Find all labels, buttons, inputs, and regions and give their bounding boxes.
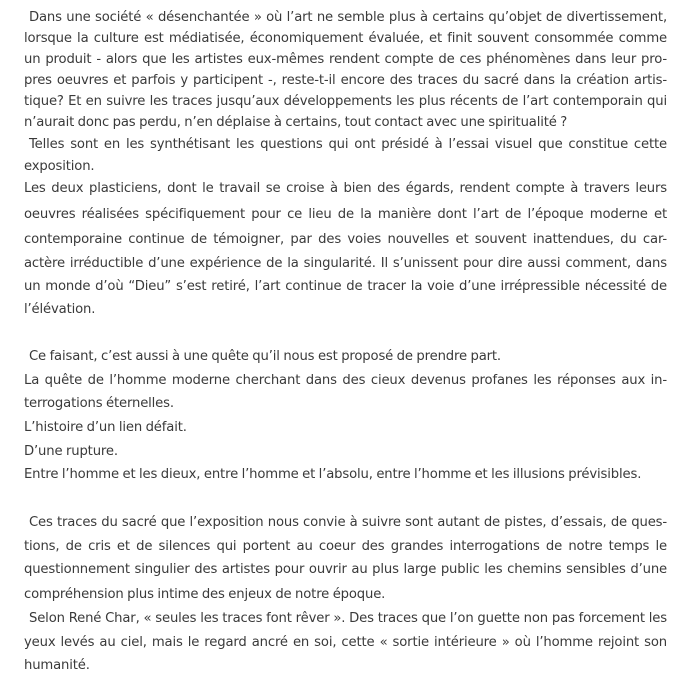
text-line: Telles sont en les synthétisant les questions qui ont présidé à l’essai visuel que constitue cette xyxy=(29,137,667,152)
text-line: Selon René Char, « seules les traces font rêver ». Des traces que l’on guette non pas forcement les xyxy=(29,611,667,626)
text-line: tions, de cris et de silences qui portent au coeur des grandes interrogations de notre temps le xyxy=(24,539,667,554)
text-line: pres oeuvres et parfois y participent -, reste-t-il encore des traces du sacré dans la création artis- xyxy=(24,73,667,88)
text-line: tique? Et en suivre les traces jusqu’aux développements les plus récents de l’art contemporain qui xyxy=(24,94,667,109)
text-line: Ce faisant, c’est aussi à une quête qu’il nous est proposé de prendre part. xyxy=(29,349,501,364)
text-line: D’une rupture. xyxy=(24,444,118,459)
text-line: actère irréductible d’une expérience de la singularité. Il s’unissent pour dire aussi comment, dans xyxy=(24,256,667,271)
text-line: l’élévation. xyxy=(24,302,96,317)
text-line: un produit - alors que les artistes eux-mêmes rendent compte de ces phénomènes dans leur pro- xyxy=(24,52,667,67)
text-line: n’aurait donc pas perdu, n’en déplaise à certains, tout contact avec une spiritualité ? xyxy=(24,115,568,130)
text-line: humanité. xyxy=(24,658,90,673)
text-line: yeux levés au ciel, mais le regard ancré en soi, cette « sortie intérieure » où l’homme rejoint son xyxy=(24,635,667,650)
text-line: terrogations éternelles. xyxy=(24,396,174,411)
text-line: un monde d’où “Dieu” s’est retiré, l’art continue de tracer la voie d’une irrépressible nécessité de xyxy=(24,279,667,294)
text-line: Ces traces du sacré que l’exposition nous convie à suivre sont autant de pistes, d’essais, de ques- xyxy=(29,515,667,530)
text-line: compréhension plus intime des enjeux de notre époque. xyxy=(24,587,386,602)
text-line: contemporaine continue de témoigner, par des voies nouvelles et souvent inattendues, du car- xyxy=(24,232,667,247)
text-line: questionnement singulier des artistes pour ouvrir au plus large public les chemins sensibles d’une xyxy=(24,562,667,577)
text-line: oeuvres réalisées spécifiquement pour ce lieu de la manière dont l’art de l’époque moderne et xyxy=(24,207,667,222)
text-line: Les deux plasticiens, dont le travail se croise à bien des égards, rendent compte à travers leurs xyxy=(24,181,667,196)
text-line: exposition. xyxy=(24,159,95,174)
text-line: L’histoire d’un lien défait. xyxy=(24,420,187,435)
text-line: Entre l’homme et les dieux, entre l’homme et l’absolu, entre l’homme et les illusions prévisibles. xyxy=(24,467,642,482)
text-line: Dans une société « désenchantée » où l’art ne semble plus à certains qu’objet de divertissement, xyxy=(29,10,667,25)
text-line: La quête de l’homme moderne cherchant dans des cieux devenus profanes les réponses aux in- xyxy=(24,373,667,388)
text-line: lorsque la culture est médiatisée, économiquement évaluée, et finit souvent consommée comme xyxy=(24,31,667,46)
